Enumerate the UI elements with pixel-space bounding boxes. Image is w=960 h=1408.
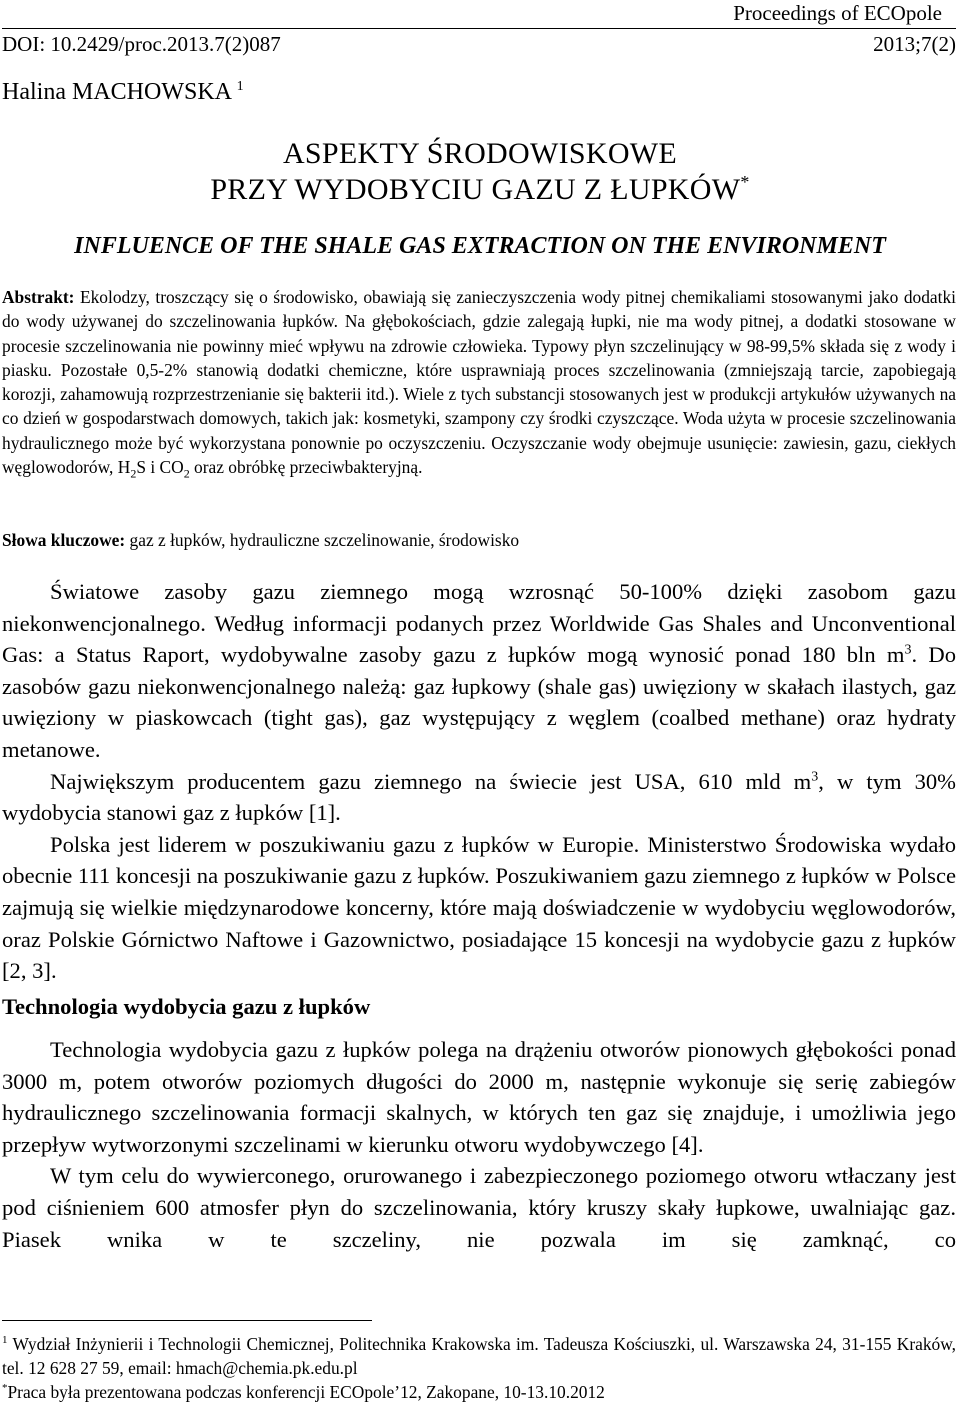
footnote-1: $^1$ Wydział Inżynierii i Technologii Chemicznej, Politechnika Krakowska im. Tadeusza Kościuszki, ul. Warszawska 24, 31-155 Kraków, tel. 12 628 27 59, email: hmach@chemia.pk.edu.pl bbox=[2, 1334, 956, 1378]
keywords-label: Słowa kluczowe: bbox=[2, 530, 126, 550]
volume-label: 2013;7(2) bbox=[873, 32, 956, 56]
title-line-2: PRZY WYDOBYCIU GAZU Z ŁUPKÓW* bbox=[210, 172, 750, 206]
section-heading: Technologia wydobycia gazu z łupków bbox=[2, 994, 371, 1019]
abstract-label: Abstrakt: bbox=[2, 287, 75, 307]
footnote-2: *Praca była prezentowana podczas konferencji ECOpole’12, Zakopane, 10-13.10.2012 bbox=[2, 1382, 605, 1402]
section-paragraph-1: Technologia wydobycia gazu z łupków polega na drążeniu otworów pionowych głębokości ponad 3000 m, potem otworów poziomych długości do 2000 m, następnie wykonuje się serię zabiegów hydraulicznego szczelinowania formacji skalnych, w których ten gaz się znajduje, i umożliwia jego przepływ wytworzonymi szczelinami w kierunku otworu wydobywczego [4]. bbox=[2, 1037, 956, 1157]
paragraph-3: Polska jest liderem w poszukiwaniu gazu z łupków w Europie. Ministerstwo Środowiska wydało obecnie 111 koncesji na poszukiwanie gazu z łupków. Poszukiwaniem gazu ziemnego z łupków w Polsce zajmują się wielkie międzynarodowe koncerny, które mają doświadczenie w wydobyciu węglowodorów, oraz Polskie Górnictwo Naftowe i Gazownictwo, posiadające 15 koncesji na wydobycie gazu z łupków [2, 3]. bbox=[2, 831, 956, 984]
author bbox=[2, 78, 244, 106]
proceedings-name: Proceedings of ECOpole bbox=[733, 1, 942, 25]
doi-label: DOI: 10.2429/proc.2013.7(2)087 bbox=[2, 32, 281, 56]
title-footnote-mark: * bbox=[740, 172, 750, 192]
running-header bbox=[2, 28, 956, 57]
abstract bbox=[2, 285, 956, 479]
author-name: Halina MACHOWSKA bbox=[2, 79, 231, 105]
footnote-rule bbox=[2, 1320, 372, 1321]
intro-body bbox=[2, 576, 956, 987]
abstract-text: Ekolodzy, troszczący się o środowisko, obawiają się zanieczyszczenia wody pitnej chemikaliami stosowanymi jako dodatki do wody używanej do szczelinowania łupków. Na głębokościach, gdzie zalegają łupki, nie ma wody pitnej, a dodatki stosowane w procesie szczelinowania nie powinny mieć wpływu na zdrowie człowieka. Typowy płyn szczelinujący w 98-99,5% składa się z wody i piasku. Pozostałe 0,5-2% stanowią dodatki chemiczne, które usprawniają proces szczelinowania (zmniejszają tarcie, zapobiegają korozji, zahamowują rozprzestrzenianie się bakterii itd.). Wiele z tych substancji stosowanych jest w produkcji artykułów używanych na co dzień w gospodarstwach domowych, takich jak: kosmetyki, szampony czy środki czyszczące. Woda użyta w procesie szczelinowania hydraulicznego może być wykorzystana ponownie po oczyszczeniu. Oczyszczanie wody obejmuje usunięcie: zawiesin, gazu, ciekłych węglowodorów, $H_2S$ i $CO_2$ oraz obróbkę przeciwbakteryjną. bbox=[2, 287, 956, 481]
paragraph-1: Światowe zasoby gazu ziemnego mogą wzrosnąć 50-100% dzięki zasobom gazu niekonwencjonalnego. Według informacji podanych przez Worldwide Gas Shales and Unconventional Gas: a Status Raport, wydobywalne zasoby gazu z łupków mogą wynosić ponad 180 bln $m^3$. Do zasobów gazu niekonwencjonalnego należą: gaz łupkowy (shale gas) uwięziony w skałach ilastych, gaz uwięziony w piaskowcach (tight gas), gaz występujący z węglem (coalbed methane) oraz hydraty metanowe. bbox=[2, 579, 956, 762]
keywords-text: gaz z łupków, hydrauliczne szczelinowanie, środowisko bbox=[129, 530, 520, 550]
paragraph-2: Największym producentem gazu ziemnego na świecie jest USA, 610 mld $m^3$, w tym 30% wydobycia stanowi gaz z łupków [1]. bbox=[2, 768, 957, 826]
section-body bbox=[2, 1034, 956, 1255]
section-paragraph-2: W tym celu do wywierconego, orurowanego i zabezpieczonego poziomego otworu wtłaczany jest pod ciśnieniem 600 atmosfer płyn do szczelinowania, który kruszy skały łupkowe, uwalniając gaz. Piasek wnika w te szczeliny, nie pozwala im się zamknąć, co bbox=[2, 1163, 956, 1252]
author-footnote-mark: 1 bbox=[236, 79, 244, 94]
title-line-1: ASPEKTY ŚRODOWISKOWE bbox=[282, 137, 678, 170]
english-title: INFLUENCE OF THE SHALE GAS EXTRACTION ON THE ENVIRONMENT bbox=[74, 233, 886, 259]
footnotes bbox=[2, 1332, 956, 1404]
keywords bbox=[2, 529, 956, 551]
paper-title bbox=[0, 136, 960, 208]
